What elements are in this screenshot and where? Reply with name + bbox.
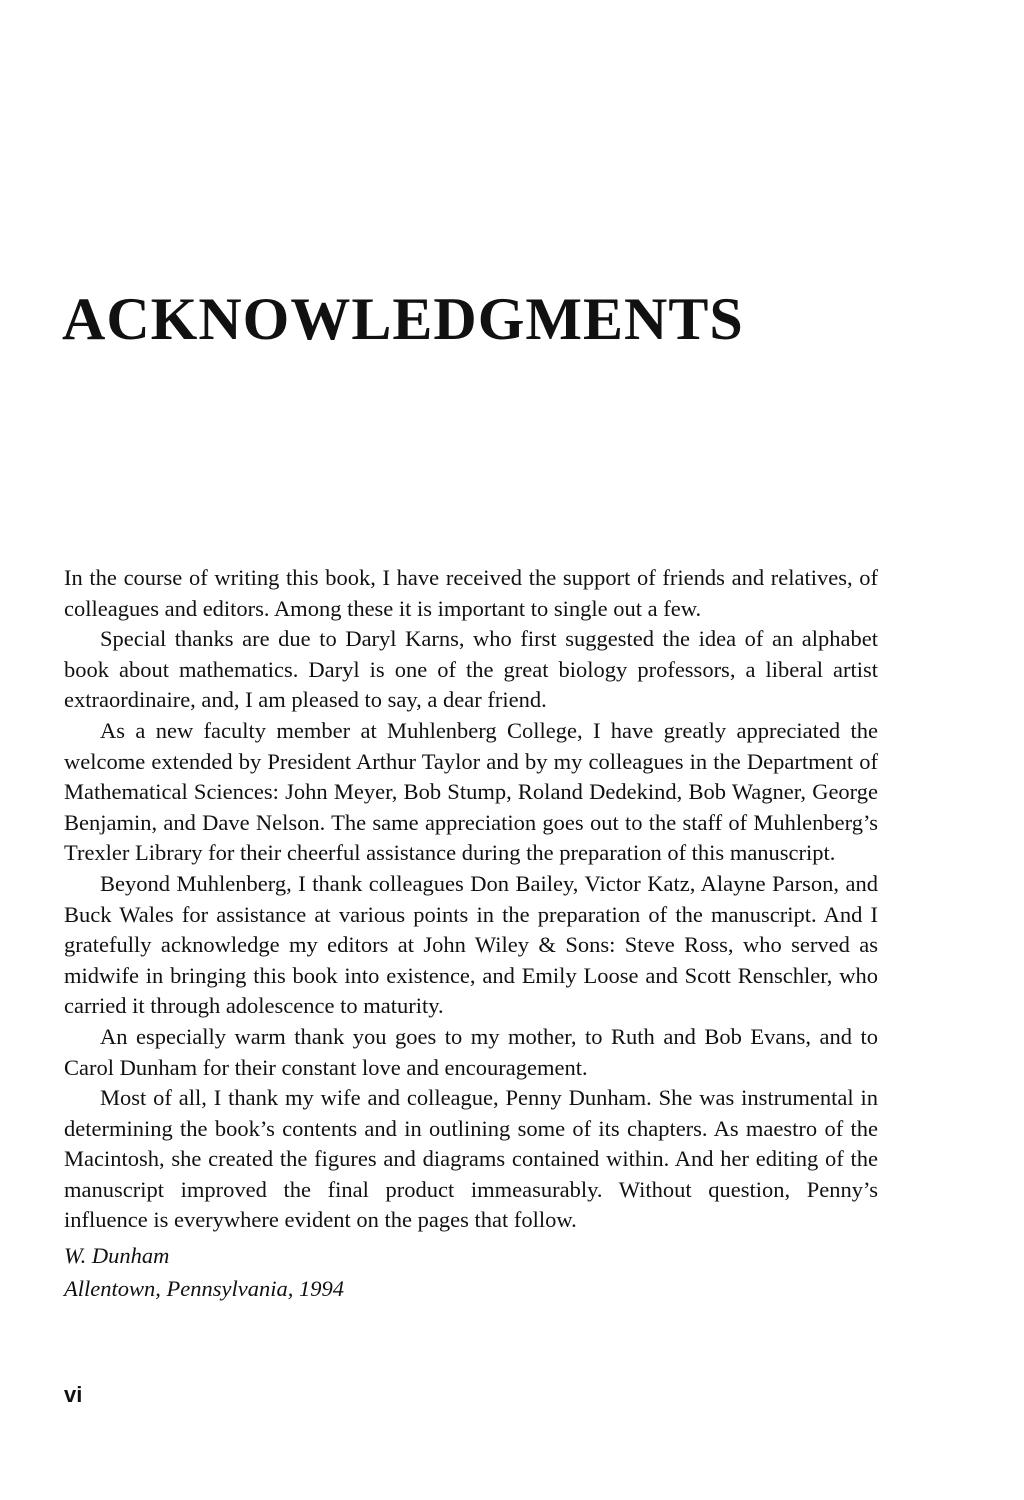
page-title: ACKNOWLEDGMENTS xyxy=(62,286,744,352)
paragraph-penny-dunham: Most of all, I thank my wife and colleague, Penny Dunham. She was instrumental in determining the book’s contents and in outlining some of its chapters. As maestro of the Macintosh, she created the figures and diagrams contained within. And her editing of the manuscript improved the final product immeasurably. Without question, Penny’s influence is everywhere evident on the pages that follow. xyxy=(64,1085,878,1233)
paragraph-muhlenberg: As a new faculty member at Muhlenberg College, I have greatly appreciated the welcome extended by President Arthur Taylor and by my colleagues in the Department of Mathematical Sciences: John Meyer, Bob Stump, Roland Dedekind, Bob Wagner, George Benjamin, and Dave Nelson. The same appreciation goes out to the staff of Muhlenberg’s Trexler Library for their cheerful assistance during the preparation of this manuscript. xyxy=(64,717,878,866)
paragraph-intro: In the course of writing this book, I have received the support of friends and relatives, of colleagues and editors. Among these it is important to single out a few. xyxy=(64,565,878,621)
signature-author: W. Dunham xyxy=(64,1243,170,1268)
signature-block xyxy=(64,1239,344,1305)
paragraph-colleagues-editors: Beyond Muhlenberg, I thank colleagues Don Bailey, Victor Katz, Alayne Parson, and Buck Wales for assistance at various points in the preparation of the manuscript. And I gratefully acknowledge my editors at John Wiley & Sons: Steve Ross, who served as midwife in bringing this book into existence, and Emily Loose and Scott Renschler, who carried it through adolescence to maturity. xyxy=(64,870,878,1019)
acknowledgments-body xyxy=(64,563,878,1236)
signature-place-date: Allentown, Pennsylvania, 1994 xyxy=(64,1276,344,1301)
page-number: vi xyxy=(64,1382,83,1407)
paragraph-daryl-karns: Special thanks are due to Daryl Karns, who first suggested the idea of an alphabet book about mathematics. Daryl is one of the great biology professors, a liberal artist extraordinaire, and, I am pleased to say, a dear friend. xyxy=(64,626,878,713)
paragraph-family: An especially warm thank you goes to my mother, to Ruth and Bob Evans, and to Carol Dunham for their constant love and encouragement. xyxy=(64,1023,878,1080)
